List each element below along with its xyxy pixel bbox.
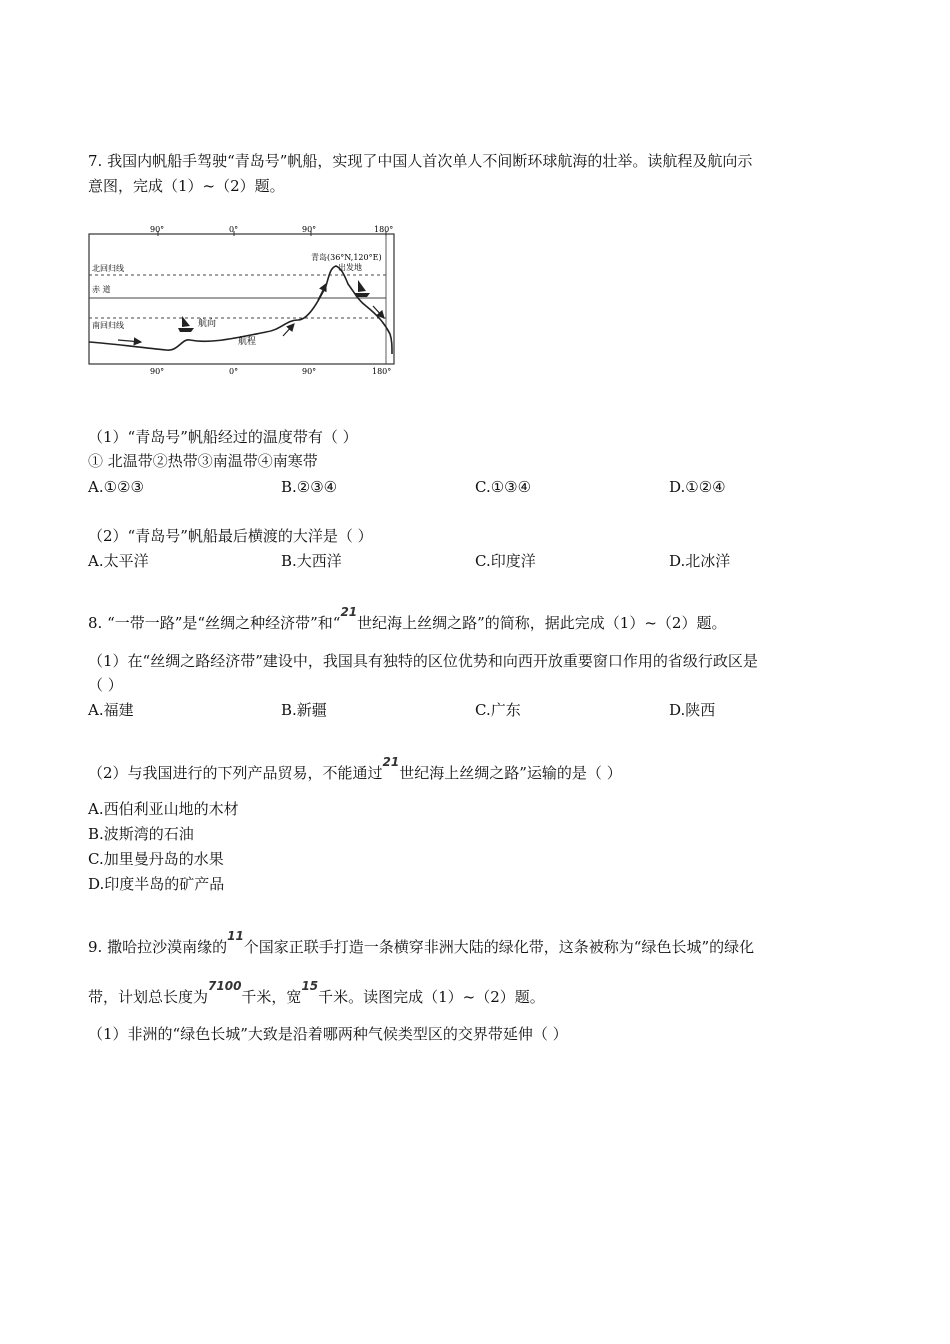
q7-sub2-option-a[interactable]: A.太平洋 <box>88 552 149 570</box>
q9-line1 <box>88 929 755 959</box>
q9-line2-mid: 千米，宽 <box>241 988 302 1006</box>
qingdao-label: 青岛(36°N,120°E) <box>311 253 382 262</box>
q7-sub1-option-c[interactable]: C.①③④ <box>475 478 532 496</box>
heading-arrow-1 <box>118 340 141 342</box>
q8-sub2-post: 世纪海上丝绸之路”运输的是（ ） <box>399 764 622 782</box>
q7-sub1-option-a[interactable]: A.①②③ <box>88 478 144 496</box>
q8-sub1-option-a[interactable]: A.福建 <box>88 701 134 719</box>
bottom-tick-90e: 90° <box>302 367 317 376</box>
q9-num-countries: 11 <box>227 929 244 943</box>
q8-stem-pre: 8. “一带一路”是“丝绸之种经济带”和“ <box>88 614 341 632</box>
route-label: 航程 <box>238 337 257 347</box>
route-map-svg <box>86 222 400 378</box>
q7-stem-line1: 7. 我国内帆船手驾驶“青岛号”帆船，实现了中国人首次单人不间断环球航海的壮举。读航程及航向示 <box>88 152 753 170</box>
q8-sub2-option-a[interactable]: A.西伯利亚山地的木材 <box>88 800 239 818</box>
q9-line1-post: 个国家正联手打造一条横穿非洲大陆的绿化带，这条被称为“绿色长城”的绿化 <box>243 938 755 956</box>
q7-sub1-items: ① 北温带②热带③南温带④南寒带 <box>88 452 318 470</box>
heading-label: 航向 <box>198 319 217 329</box>
top-tick-0: 0° <box>229 225 239 234</box>
q8-sub2-option-b[interactable]: B.波斯湾的石油 <box>88 825 194 843</box>
q7-stem-line2: 意图，完成（1）~（2）题。 <box>88 177 285 195</box>
q9-num-width: 15 <box>301 979 319 993</box>
heading-arrow-2 <box>283 324 294 336</box>
q7-sub2-question: （2）“青岛号”帆船最后横渡的大洋是（ ） <box>88 527 373 545</box>
route-map <box>86 222 400 378</box>
equator-label: 赤 道 <box>92 285 111 294</box>
q7-sub1-option-d[interactable]: D.①②④ <box>669 478 726 496</box>
q7-sub2-option-c[interactable]: C.印度洋 <box>475 552 536 570</box>
top-tick-180: 180° <box>374 225 394 234</box>
q8-sub1-option-c[interactable]: C.广东 <box>475 701 521 719</box>
q8-sub2-option-d[interactable]: D.印度半岛的矿产品 <box>88 875 225 893</box>
q9-num-length: 7100 <box>208 979 242 993</box>
q8-sub2-option-c[interactable]: C.加里曼丹岛的水果 <box>88 850 224 868</box>
q8-stem-post: 世纪海上丝绸之路”的简称，据此完成（1）~（2）题。 <box>357 614 727 632</box>
q8-stem-number: 21 <box>340 605 358 619</box>
bottom-tick-0: 0° <box>229 367 239 376</box>
q9-line2 <box>88 979 545 1009</box>
sailboat-icon <box>354 280 370 297</box>
q7-sub2-option-d[interactable]: D.北冰洋 <box>669 552 731 570</box>
q8-sub1-question-line2: （ ） <box>88 676 123 694</box>
q8-sub2-pre: （2）与我国进行的下列产品贸易，不能通过 <box>88 764 383 782</box>
bottom-tick-180: 180° <box>372 367 392 376</box>
q9-line2-post: 千米。读图完成（1）~（2）题。 <box>318 988 545 1006</box>
tropic-capricorn-label: 南回归线 <box>92 321 124 330</box>
q9-line2-pre: 带，计划总长度为 <box>88 988 209 1006</box>
heading-arrow-4 <box>373 306 384 318</box>
q9-sub1-question: （1）非洲的“绿色长城”大致是沿着哪两种气候类型区的交界带延伸（ ） <box>88 1025 568 1043</box>
q8-sub2-question <box>88 755 622 785</box>
q7-sub2-option-b[interactable]: B.大西洋 <box>281 552 342 570</box>
q7-sub1-option-b[interactable]: B.②③④ <box>281 478 338 496</box>
top-tick-90e: 90° <box>302 225 317 234</box>
q8-sub2-number: 21 <box>382 755 400 769</box>
bottom-tick-90w: 90° <box>150 367 165 376</box>
tropic-cancer-label: 北回归线 <box>92 264 124 273</box>
top-tick-90w: 90° <box>150 225 165 234</box>
q7-sub1-question: （1）“青岛号”帆船经过的温度带有（ ） <box>88 428 358 446</box>
q8-sub1-question-line1: （1）在“丝绸之路经济带”建设中，我国具有独特的区位优势和向西开放重要窗口作用的省级行政区是 <box>88 652 758 670</box>
q9-line1-pre: 9. 撒哈拉沙漠南缘的 <box>88 938 228 956</box>
start-point-label: 出发地 <box>338 263 362 272</box>
q8-sub1-option-d[interactable]: D.陕西 <box>669 701 716 719</box>
q8-sub1-option-b[interactable]: B.新疆 <box>281 701 327 719</box>
q8-stem <box>88 605 727 635</box>
